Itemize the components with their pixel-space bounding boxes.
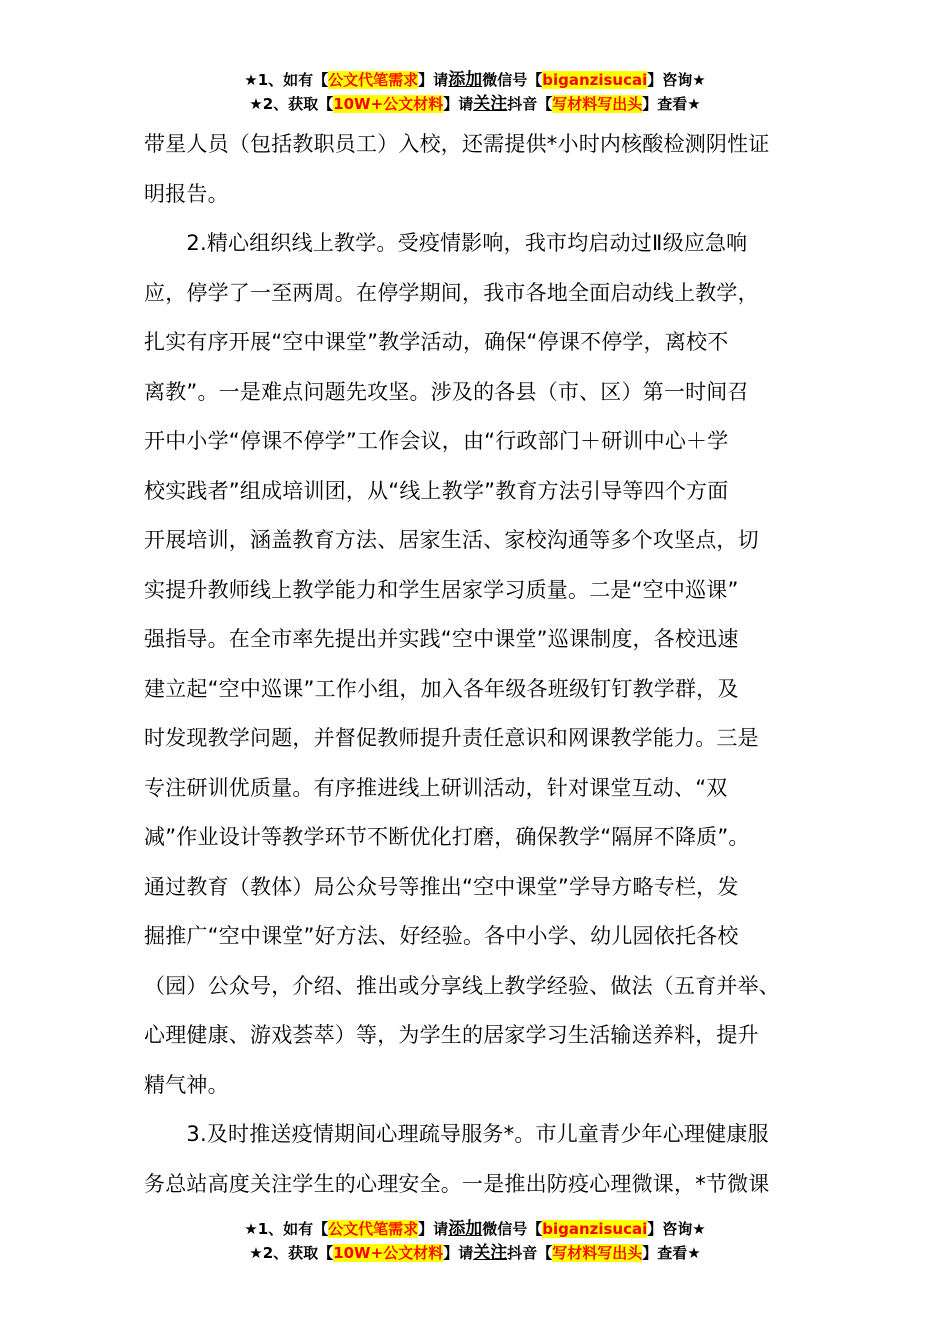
header-banner	[0, 68, 950, 116]
banner-text: 】请	[418, 71, 449, 89]
banner-underlined-text: 关注	[473, 1243, 508, 1263]
banner-text: 抖音【	[507, 1244, 553, 1262]
banner-line-1	[0, 68, 950, 92]
banner-line-2	[0, 1241, 950, 1265]
banner-text: ★1、如有【	[244, 71, 329, 89]
body-line: 通过教育（教体）局公众号等推出“空中课堂”学导方略专栏，发	[144, 874, 739, 899]
banner-highlight: 公文代笔需求	[328, 1220, 419, 1238]
banner-highlight: biganzisucai	[542, 71, 648, 89]
banner-text: 】请	[418, 1220, 449, 1238]
banner-text: 】咨询★	[647, 1220, 706, 1238]
body-line: 离教”。一是难点问题先攻坚。涉及的各县（市、区）第一时间召	[144, 379, 749, 404]
banner-underlined-text: 关注	[473, 94, 508, 114]
body-line: 时发现教学问题，并督促教师提升责任意识和网课教学能力。三是	[144, 726, 759, 750]
banner-text: 抖音【	[507, 95, 553, 113]
body-line: 开展培训，涵盖教育方法、居家生活、家校沟通等多个攻坚点，切	[144, 528, 759, 552]
banner-highlight: 公文代笔需求	[328, 71, 419, 89]
banner-text: 】咨询★	[647, 71, 706, 89]
body-line: 扎实有序开展“空中课堂”教学活动，确保“停课不停学，离校不	[144, 330, 729, 354]
body-line: 带星人员（包括教职员工）入校，还需提供*小时内核酸检测阴性证	[144, 132, 770, 156]
banner-highlight: 10W+公文材料	[333, 1244, 444, 1262]
banner-underlined-text: 添加	[448, 70, 483, 90]
body-line: 精气神。	[144, 1072, 229, 1097]
body-line: 应，停学了一至两周。在停学期间，我市各地全面启动线上教学，	[144, 280, 759, 305]
banner-underlined-text: 添加	[448, 1219, 483, 1239]
body-line: 心理健康、游戏荟萃）等，为学生的居家学习生活输送养料，提升	[144, 1023, 759, 1047]
banner-highlight: biganzisucai	[542, 1220, 648, 1238]
banner-text: 微信号【	[482, 1220, 543, 1238]
body-line: 实提升教师线上教学能力和学生居家学习质量。二是“空中巡课”	[144, 577, 739, 602]
banner-highlight: 写材料写出头	[552, 95, 643, 113]
body-line: 明报告。	[144, 181, 229, 206]
banner-text: 】查看★	[642, 95, 701, 113]
banner-line-1	[0, 1217, 950, 1241]
body-line: 3.及时推送疫情期间心理疏导服务*。市儿童青少年心理健康服	[144, 1122, 769, 1146]
banner-text: ★2、获取【	[249, 95, 334, 113]
body-line: 减”作业设计等教学环节不断优化打磨，确保教学“隔屏不降质”。	[144, 825, 750, 849]
banner-highlight: 写材料写出头	[552, 1244, 643, 1262]
body-line: 校实践者”组成培训团，从“线上教学”教育方法引导等四个方面	[144, 478, 729, 503]
body-line: 开中小学“停课不停学”工作会议，由“行政部门＋研训中心＋学	[144, 429, 729, 453]
banner-text: 微信号【	[482, 71, 543, 89]
body-line: 2.精心组织线上教学。受疫情影响，我市均启动过Ⅱ级应急响	[144, 231, 748, 255]
body-line: （园）公众号，介绍、推出或分享线上教学经验、做法（五育并举、	[144, 973, 780, 998]
banner-highlight: 10W+公文材料	[333, 95, 444, 113]
banner-text: ★1、如有【	[244, 1220, 329, 1238]
banner-text: 】请	[443, 95, 474, 113]
body-line: 掘推广“空中课堂”好方法、好经验。各中小学、幼儿园依托各校	[144, 924, 739, 948]
banner-text: 】请	[443, 1244, 474, 1262]
banner-line-2	[0, 92, 950, 116]
body-line: 务总站高度关注学生的心理安全。一是推出防疫心理微课，*节微课	[144, 1171, 770, 1196]
body-line: 建立起“空中巡课”工作小组，加入各年级各班级钉钉教学群，及	[144, 676, 739, 701]
footer-banner	[0, 1217, 950, 1265]
document-body	[144, 120, 820, 1209]
banner-text: ★2、获取【	[249, 1244, 334, 1262]
body-line: 强指导。在全市率先提出并实践“空中课堂”巡课制度，各校迅速	[144, 627, 739, 651]
body-line: 专注研训优质量。有序推进线上研训活动，针对课堂互动、“双	[144, 775, 728, 800]
banner-text: 】查看★	[642, 1244, 701, 1262]
